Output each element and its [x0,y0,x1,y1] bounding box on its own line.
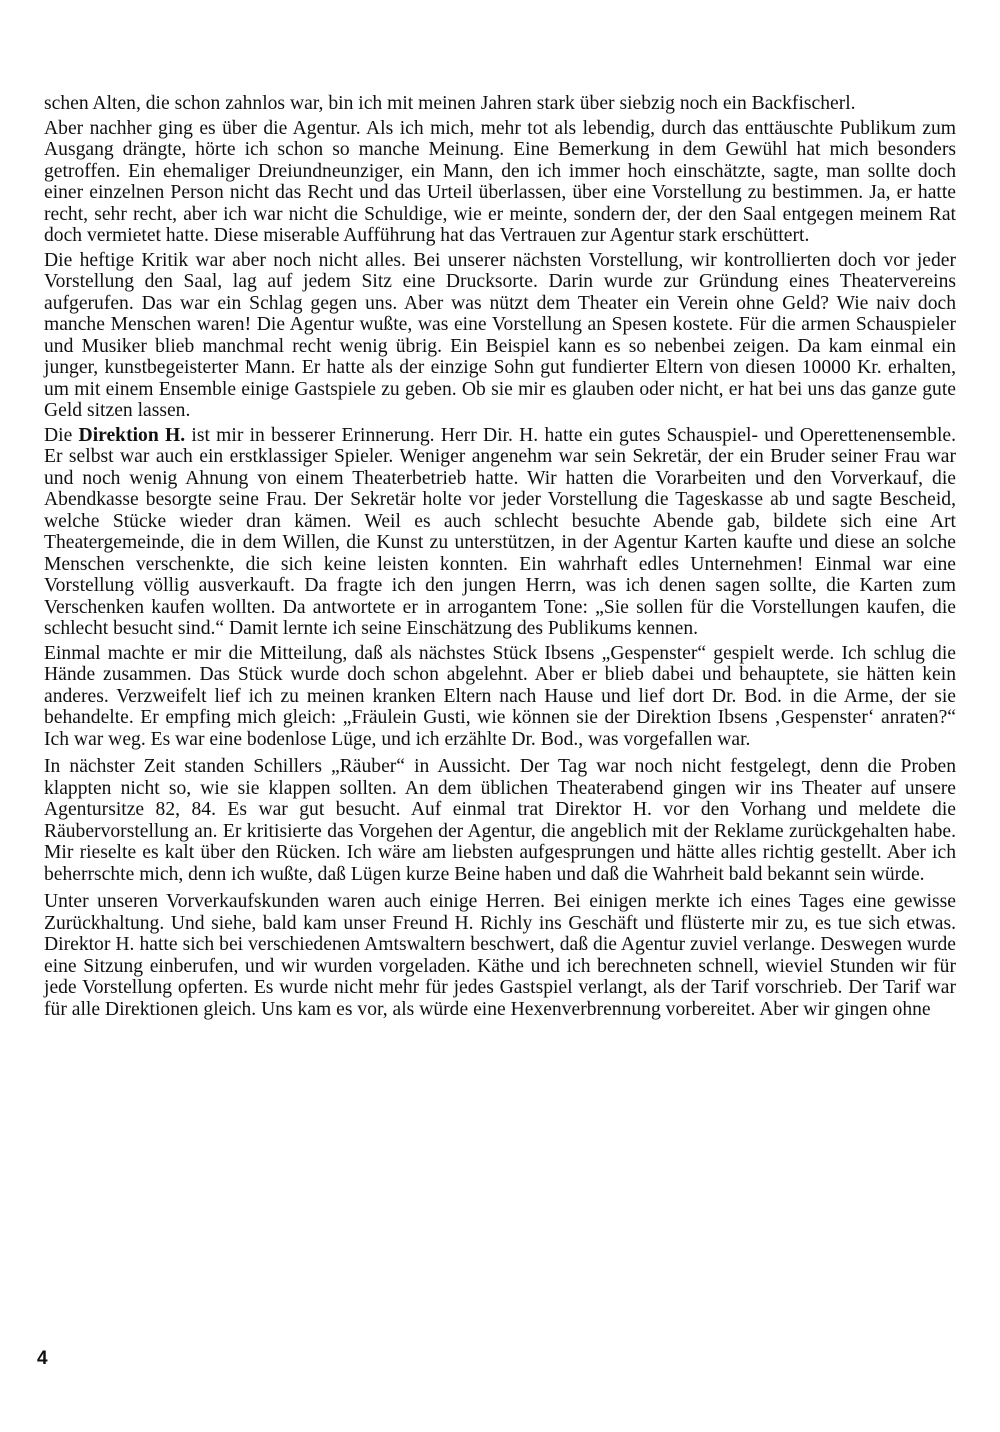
paragraph-4-text: ist mir in besserer Erinnerung. Herr Dir. H. hatte ein gutes Schauspiel- und Operettenensemble. Er selbst war auch ein erstklassiger Spieler. Weniger angenehm war sein Sekretär, der ein Bruder seiner Frau war und noch wenig Ahnung von einem Theaterbetrieb hatte. Wir hatten die Vorarbeiten und den Vorverkauf, die Abendkasse besorgte seine Frau. Der Sekretär holte vor jeder Vorstellung die Tageskasse ab und sagte Bescheid, welche Stücke wieder dran kämen. Weil es auch schlecht besuchte Abende gab, bildete sich eine Art Theatergemeinde, die in dem Willen, die Kunst zu unterstützen, in der Agentur Karten kaufte und diese an solche Menschen verschenkte, die sich keine leisten konnten. Ein wahrhaft edles Unternehmen! Einmal war eine Vorstellung völlig ausverkauft. Da fragte ich den jungen Herrn, was ich denen sagen sollte, die Karten zum Verschenken kaufen wollten. Da antwortete er in arrogantem Tone: „Sie sollen für die Vorstellungen kaufen, die schlecht besucht sind.“ Damit lernte ich seine Einschätzung des Publikums kennen. [44,424,957,639]
direktion-h-bold: Direktion H. [78,424,186,446]
paragraph-3: Die heftige Kritik war aber noch nicht alles. Bei unserer nächsten Vorstellung, wir kontrollierten doch vor jeder Vorstellung den Saal, lag auf jedem Sitz eine Drucksorte. Darin wurde zur Gründung eines Theatervereins aufgerufen. Das war ein Schlag gegen uns. Aber was nützt dem Theater ein Verein ohne Geld? Wie naiv doch manche Menschen waren! Die Agentur wußte, was eine Vorstellung an Spesen kostete. Für die armen Schauspieler und Musiker blieb manchmal recht wenig übrig. Ein Beispiel kann es so nebenbei zeigen. Da kam einmal ein junger, kunstbegeisterter Mann. Er hatte als der einzige Sohn gut fundierter Eltern von diesen 10000 Kr. erhalten, um mit einem Ensemble einige Gastspiele zu geben. Ob sie mir es glauben oder nicht, er hat bei uns das ganze gute Geld sitzen lassen. [44,249,956,421]
paragraph-5: Einmal machte er mir die Mitteilung, daß als nächstes Stück Ibsens „Gespenster“ gespielt werde. Ich schlug die Hände zusammen. Das Stück wurde doch schon abgelehnt. Aber er blieb dabei und behauptete, sie hätten kein anderes. Verzweifelt lief ich zu meinen kranken Eltern nach Hause und lief dort Dr. Bod. in die Arme, der sie behandelte. Er empfing mich gleich: „Fräulein Gusti, wie können sie der Direktion Ibsens ‚Gespenster‘ anraten?“ Ich war weg. Es war eine bodenlose Lüge, und ich erzählte Dr. Bod., was vorgefallen war. [44,642,956,750]
paragraph-4-prefix: Die [44,424,79,446]
paragraph-2: Aber nachher ging es über die Agentur. Als ich mich, mehr tot als lebendig, durch das enttäuschte Publikum zum Ausgang drängte, hörte ich schon so manche Meinung. Eine Bemerkung in dem Gewühl hat mich besonders getroffen. Ein ehemaliger Dreiundneunziger, ein Mann, den ich immer hoch einschätzte, sagte, man sollte doch einer einzelnen Person nicht das Recht und das Urteil überlassen, über eine Vorstellung zu bestimmen. Ja, er hatte recht, sehr recht, aber ich war nicht die Schuldige, wie er meinte, sondern der, der den Saal entgegen meinem Rat doch vermietet hatte. Diese miserable Aufführung hat das Vertrauen zur Agentur stark erschüttert. [44,117,956,246]
paragraph-4 [44,425,956,640]
paragraph-6: In nächster Zeit standen Schillers „Räuber“ in Aussicht. Der Tag war noch nicht festgelegt, denn die Proben klappten nicht so, wie sie klappen sollten. An dem üblichen Theaterabend gingen wir ins Theater auf unsere Agentursitze 82, 84. Es war gut besucht. Auf einmal trat Direktor H. vor den Vorhang und meldete die Räubervorstellung an. Er kritisierte das Vorgehen der Agentur, die angeblich mit der Reklame zurückgehalten habe. Mir rieselte es kalt über den Rücken. Ich wäre am liebsten aufgesprungen und hätte alles richtig gestellt. Aber ich beherrschte mich, denn ich wußte, daß Lügen kurze Beine haben und daß die Wahrheit bald bekannt sein würde. [44,756,956,885]
paragraph-1: schen Alten, die schon zahnlos war, bin ich mit meinen Jahren stark über siebzig noch ein Backfischerl. [44,93,856,114]
paragraph-7: Unter unseren Vorverkaufskunden waren auch einige Herren. Bei einigen merkte ich eines Tages eine gewisse Zurückhaltung. Und siehe, bald kam unser Freund H. Richly ins Geschäft und flüsterte mir zu, es tue sich etwas. Direktor H. hatte sich bei verschiedenen Amtswaltern beschwert, daß die Agentur zuviel verlange. Deswegen wurde eine Sitzung einberufen, und wir wurden vorgeladen. Käthe und ich berechneten schnell, wieviel Stunden wir für jede Vorstellung opferten. Es wurde nicht mehr für jedes Gastspiel verlangt, als der Tarif vorschrieb. Der Tarif war für alle Direktionen gleich. Uns kam es vor, als würde eine Hexenverbrennung vorbereitet. Aber wir gingen ohne [44,891,956,1020]
page-body [44,93,956,1023]
page-number: 4 [37,1348,48,1369]
